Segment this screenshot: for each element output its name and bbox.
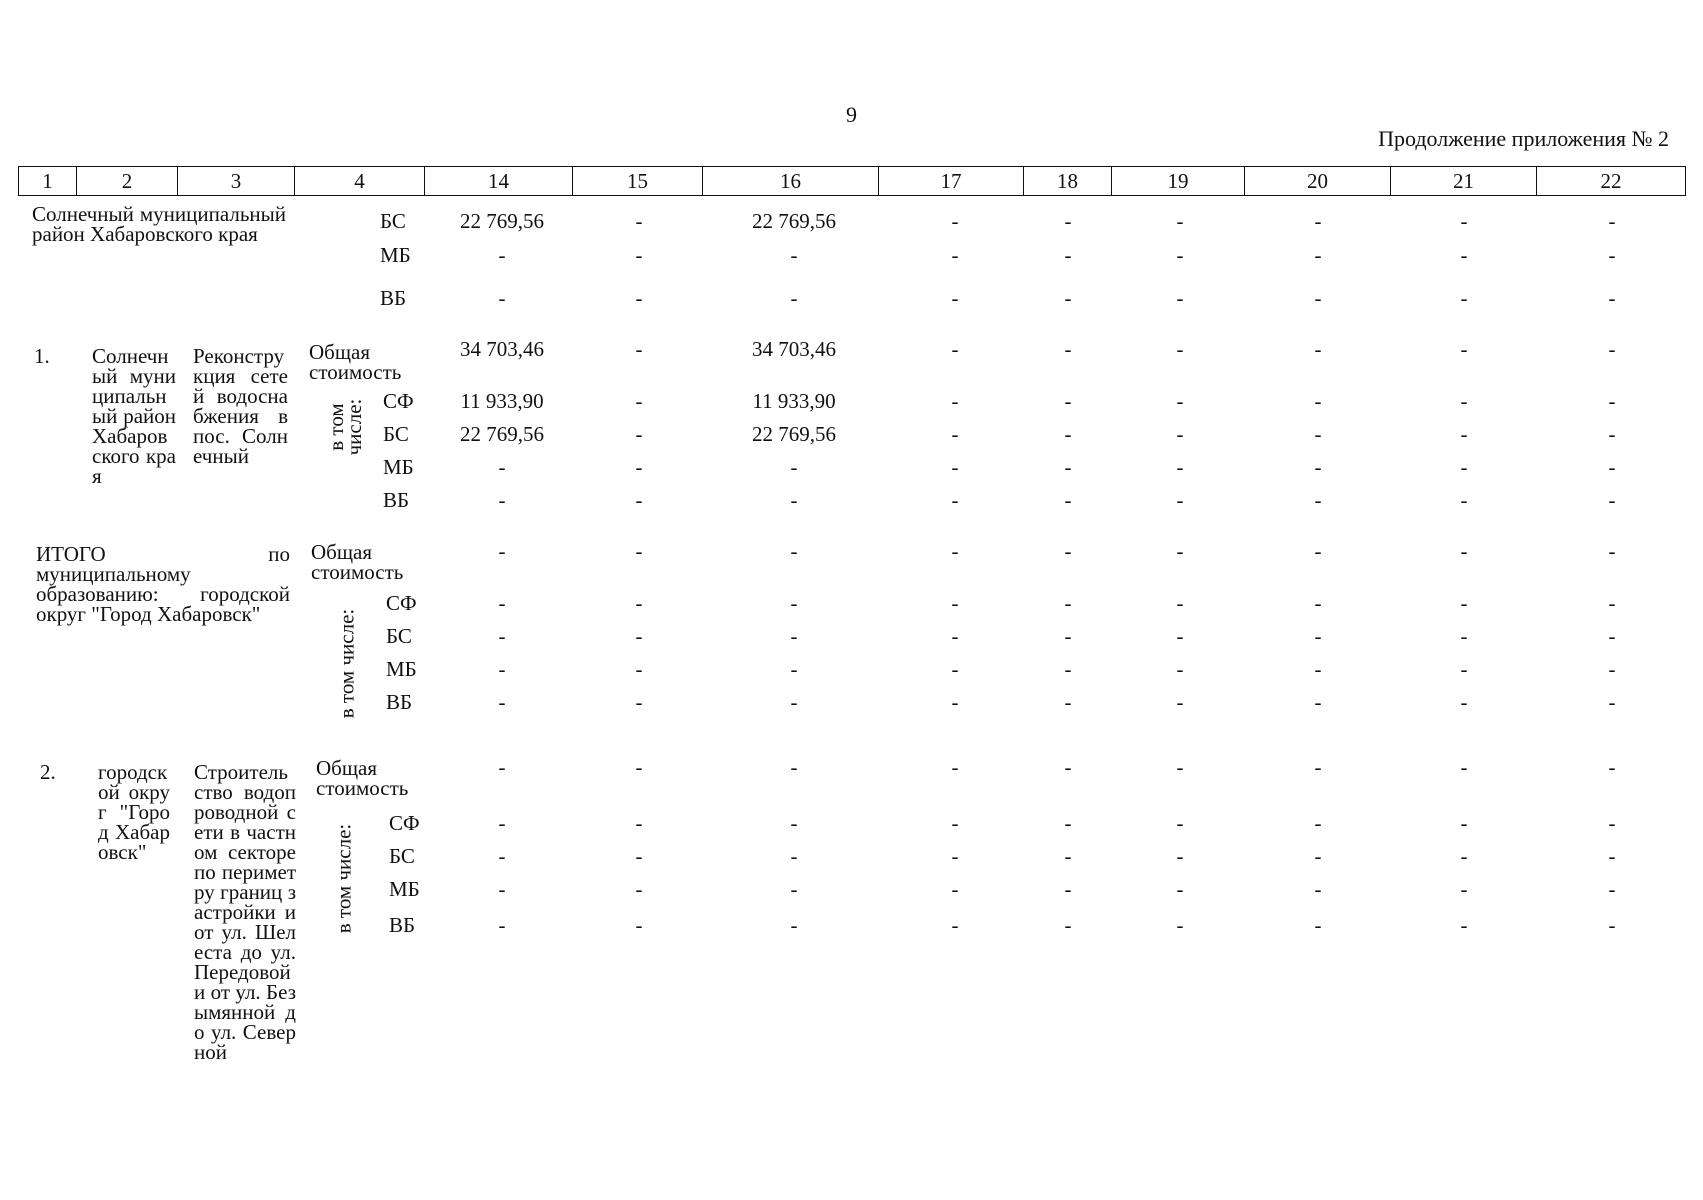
table-cell: -	[498, 243, 506, 267]
table-cell: -	[498, 755, 506, 779]
table-cell: -	[790, 488, 798, 512]
table-cell: -	[1064, 488, 1072, 512]
table-cell: -	[790, 844, 798, 868]
table-cell: -	[790, 243, 798, 267]
table-cell: -	[790, 624, 798, 648]
item1-incl-label: в том числе:	[324, 398, 366, 456]
item2-fund-СФ: СФ	[389, 811, 420, 835]
table-cell: -	[1608, 657, 1616, 681]
item2-number: 2.	[40, 760, 56, 784]
table-cell: -	[498, 286, 506, 310]
table-cell: -	[1176, 389, 1184, 413]
table-cell: -	[635, 591, 643, 615]
table-cell: -	[1064, 337, 1072, 361]
table-cell: -	[635, 657, 643, 681]
table-cell: -	[1064, 755, 1072, 779]
table-cell: -	[1176, 243, 1184, 267]
table-cell: -	[951, 243, 959, 267]
item2-fund-БС: БС	[389, 844, 415, 868]
table-cell: -	[498, 877, 506, 901]
table-cell: -	[1314, 209, 1322, 233]
table-cell: -	[1314, 337, 1322, 361]
table-cell: -	[1314, 624, 1322, 648]
table-cell: -	[635, 455, 643, 479]
table-cell: -	[1460, 755, 1468, 779]
table-cell: -	[1176, 657, 1184, 681]
table-cell: -	[1608, 455, 1616, 479]
table-cell: -	[1176, 877, 1184, 901]
table-cell: -	[951, 337, 959, 361]
table-cell: -	[1608, 591, 1616, 615]
item2-total-label: Общая стоимость	[316, 756, 409, 800]
table-cell: -	[1608, 877, 1616, 901]
table-cell: -	[1314, 389, 1322, 413]
total-khabarovsk-title: ИТОГО по муниципальному образованию: городской округ "Город Хабаровск"	[36, 542, 290, 626]
table-cell: -	[1314, 877, 1322, 901]
table-cell: -	[1064, 539, 1072, 563]
table-cell: 34 703,46	[752, 337, 836, 361]
table-cell: -	[1314, 755, 1322, 779]
table-cell: -	[1460, 844, 1468, 868]
table-cell: -	[790, 690, 798, 714]
table-cell: -	[1176, 286, 1184, 310]
table-cell: -	[1460, 591, 1468, 615]
table-cell: -	[951, 539, 959, 563]
table-cell: -	[1314, 286, 1322, 310]
table-cell: -	[1460, 286, 1468, 310]
table-cell: -	[951, 624, 959, 648]
item1-fund-ВБ: ВБ	[383, 488, 410, 512]
table-cell: -	[1460, 389, 1468, 413]
table-cell: -	[635, 389, 643, 413]
table-cell: -	[1064, 811, 1072, 835]
table-cell: -	[1314, 539, 1322, 563]
table-cell: -	[498, 913, 506, 937]
table-cell: -	[635, 877, 643, 901]
table-cell: -	[790, 455, 798, 479]
table-cell: -	[1064, 877, 1072, 901]
table-cell: -	[1314, 913, 1322, 937]
table-cell: -	[1460, 209, 1468, 233]
table-cell: -	[1314, 591, 1322, 615]
table-cell: 22 769,56	[460, 209, 544, 233]
header-col-14: 14	[424, 166, 572, 196]
table-cell: -	[1176, 624, 1184, 648]
table-cell: -	[951, 422, 959, 446]
item2-fund-ВБ: ВБ	[389, 913, 416, 937]
table-cell: -	[1314, 844, 1322, 868]
total_khabarovsk-fund-БС: БС	[386, 624, 412, 648]
table-cell: -	[790, 657, 798, 681]
header-col-21: 21	[1390, 166, 1536, 196]
table-cell: -	[498, 811, 506, 835]
table-cell: -	[1314, 811, 1322, 835]
table-cell: -	[498, 488, 506, 512]
section_solnechny-fund-ВБ: ВБ	[380, 286, 407, 310]
table-cell: -	[1608, 913, 1616, 937]
item2-fund-МБ: МБ	[389, 877, 420, 901]
table-cell: 22 769,56	[752, 422, 836, 446]
table-cell: -	[1460, 657, 1468, 681]
table-cell: -	[790, 877, 798, 901]
table-cell: -	[1608, 422, 1616, 446]
table-cell: -	[1176, 337, 1184, 361]
table-cell: -	[951, 209, 959, 233]
table-cell: -	[1064, 243, 1072, 267]
table-cell: -	[790, 591, 798, 615]
table-cell: -	[951, 657, 959, 681]
table-cell: -	[1608, 243, 1616, 267]
header-col-20: 20	[1244, 166, 1390, 196]
table-cell: -	[1608, 624, 1616, 648]
page-number: 9	[846, 102, 857, 127]
table-cell: -	[498, 657, 506, 681]
total_khabarovsk-fund-МБ: МБ	[386, 657, 417, 681]
table-cell: -	[951, 755, 959, 779]
table-cell: -	[790, 286, 798, 310]
table-cell: -	[1064, 844, 1072, 868]
header-col-15: 15	[572, 166, 702, 196]
table-cell: -	[1460, 455, 1468, 479]
table-header	[18, 166, 1686, 196]
section_solnechny-fund-МБ: МБ	[380, 243, 411, 267]
table-cell: -	[951, 877, 959, 901]
table-cell: -	[1608, 389, 1616, 413]
table-cell: -	[951, 690, 959, 714]
table-cell: -	[635, 337, 643, 361]
table-cell: -	[1608, 209, 1616, 233]
item2-incl-label: в том числе:	[331, 823, 356, 934]
table-cell: -	[1314, 657, 1322, 681]
table-cell: -	[1460, 877, 1468, 901]
table-cell: -	[1460, 913, 1468, 937]
table-cell: -	[790, 539, 798, 563]
table-cell: -	[1608, 755, 1616, 779]
table-cell: -	[1176, 811, 1184, 835]
table-cell: -	[1608, 539, 1616, 563]
table-cell: -	[1064, 389, 1072, 413]
table-cell: -	[1608, 844, 1616, 868]
table-cell: -	[951, 488, 959, 512]
table-cell: -	[951, 844, 959, 868]
table-cell: 22 769,56	[460, 422, 544, 446]
table-cell: -	[498, 455, 506, 479]
table-cell: 11 933,90	[752, 389, 836, 413]
table-cell: -	[1314, 243, 1322, 267]
table-cell: -	[1176, 422, 1184, 446]
table-cell: -	[1176, 913, 1184, 937]
total_khabarovsk-fund-СФ: СФ	[386, 591, 417, 615]
table-cell: -	[1176, 455, 1184, 479]
header-col-16: 16	[702, 166, 878, 196]
header-col-17: 17	[878, 166, 1023, 196]
table-cell: -	[1176, 690, 1184, 714]
table-cell: -	[1064, 657, 1072, 681]
table-cell: -	[1460, 624, 1468, 648]
item1-municipality: Солнечный муниципальный район Хабаровского края	[92, 344, 176, 488]
item1-fund-СФ: СФ	[383, 389, 414, 413]
table-cell: -	[1460, 488, 1468, 512]
table-cell: -	[498, 591, 506, 615]
total-khabarovsk-incl-label: в том числе:	[334, 608, 359, 719]
total-khabarovsk-label: Общая стоимость	[311, 540, 404, 584]
table-cell: -	[498, 539, 506, 563]
table-cell: -	[498, 690, 506, 714]
header-col-2: 2	[76, 166, 177, 196]
table-cell: -	[1314, 488, 1322, 512]
table-cell: -	[1064, 913, 1072, 937]
table-cell: 34 703,46	[460, 337, 544, 361]
table-cell: -	[635, 539, 643, 563]
table-cell: -	[1064, 455, 1072, 479]
table-cell: -	[635, 624, 643, 648]
table-cell: -	[1608, 488, 1616, 512]
item2-object: Строительство водопроводной сети в частном секторе по периметру границ застройки и от ул. Шелеста до ул. Передовой и от ул. Безымянной до ул. Северной	[194, 760, 296, 1064]
header-col-1: 1	[18, 166, 76, 196]
table-cell: -	[1608, 286, 1616, 310]
header-col-3: 3	[177, 166, 294, 196]
table-cell: -	[951, 455, 959, 479]
table-cell: -	[1064, 422, 1072, 446]
table-cell: -	[1460, 337, 1468, 361]
table-cell: -	[1176, 844, 1184, 868]
table-cell: -	[635, 690, 643, 714]
table-cell: 22 769,56	[752, 209, 836, 233]
header-col-22: 22	[1536, 166, 1686, 196]
table-cell: -	[1460, 539, 1468, 563]
table-cell: -	[635, 422, 643, 446]
table-cell: -	[1608, 811, 1616, 835]
item1-fund-БС: БС	[383, 422, 409, 446]
header-col-4: 4	[294, 166, 424, 196]
table-cell: -	[1064, 690, 1072, 714]
table-cell: -	[951, 811, 959, 835]
table-cell: -	[951, 591, 959, 615]
table-cell: -	[1064, 591, 1072, 615]
item1-number: 1.	[34, 344, 50, 368]
table-cell: -	[1176, 591, 1184, 615]
table-cell: -	[1064, 209, 1072, 233]
table-cell: -	[951, 389, 959, 413]
continuation-label: Продолжение приложения № 2	[1378, 126, 1669, 151]
item1-object: Реконструкция сетей водоснабжения в пос. Солнечный	[193, 344, 288, 468]
table-cell: -	[635, 209, 643, 233]
table-cell: -	[1608, 690, 1616, 714]
table-cell: -	[1314, 422, 1322, 446]
table-cell: -	[951, 286, 959, 310]
total_khabarovsk-fund-ВБ: ВБ	[386, 690, 413, 714]
table-cell: -	[790, 913, 798, 937]
item1-fund-МБ: МБ	[383, 455, 414, 479]
table-cell: -	[1176, 539, 1184, 563]
table-cell: -	[1460, 690, 1468, 714]
table-cell: -	[790, 755, 798, 779]
table-cell: -	[951, 913, 959, 937]
table-cell: -	[635, 811, 643, 835]
table-cell: -	[1314, 455, 1322, 479]
table-cell: -	[1460, 422, 1468, 446]
table-cell: -	[498, 844, 506, 868]
section_solnechny-fund-БС: БС	[380, 209, 406, 233]
table-cell: -	[1064, 286, 1072, 310]
table-cell: -	[498, 624, 506, 648]
table-cell: -	[635, 844, 643, 868]
table-cell: -	[790, 811, 798, 835]
table-cell: -	[635, 286, 643, 310]
table-cell: -	[1460, 811, 1468, 835]
item2-municipality: городской округ "Город Хабаровск"	[98, 760, 170, 864]
header-col-18: 18	[1023, 166, 1111, 196]
table-cell: -	[1176, 755, 1184, 779]
header-col-19: 19	[1111, 166, 1244, 196]
table-cell: 11 933,90	[460, 389, 544, 413]
table-cell: -	[635, 913, 643, 937]
table-cell: -	[635, 488, 643, 512]
table-cell: -	[1460, 243, 1468, 267]
table-cell: -	[635, 755, 643, 779]
table-cell: -	[1176, 209, 1184, 233]
table-cell: -	[1608, 337, 1616, 361]
table-cell: -	[1314, 690, 1322, 714]
section-title-solnechny: Солнечный муниципальный район Хабаровского края	[32, 202, 286, 246]
table-cell: -	[1176, 488, 1184, 512]
table-cell: -	[1064, 624, 1072, 648]
item1-total-label: Общая стоимость	[309, 340, 402, 384]
table-cell: -	[635, 243, 643, 267]
